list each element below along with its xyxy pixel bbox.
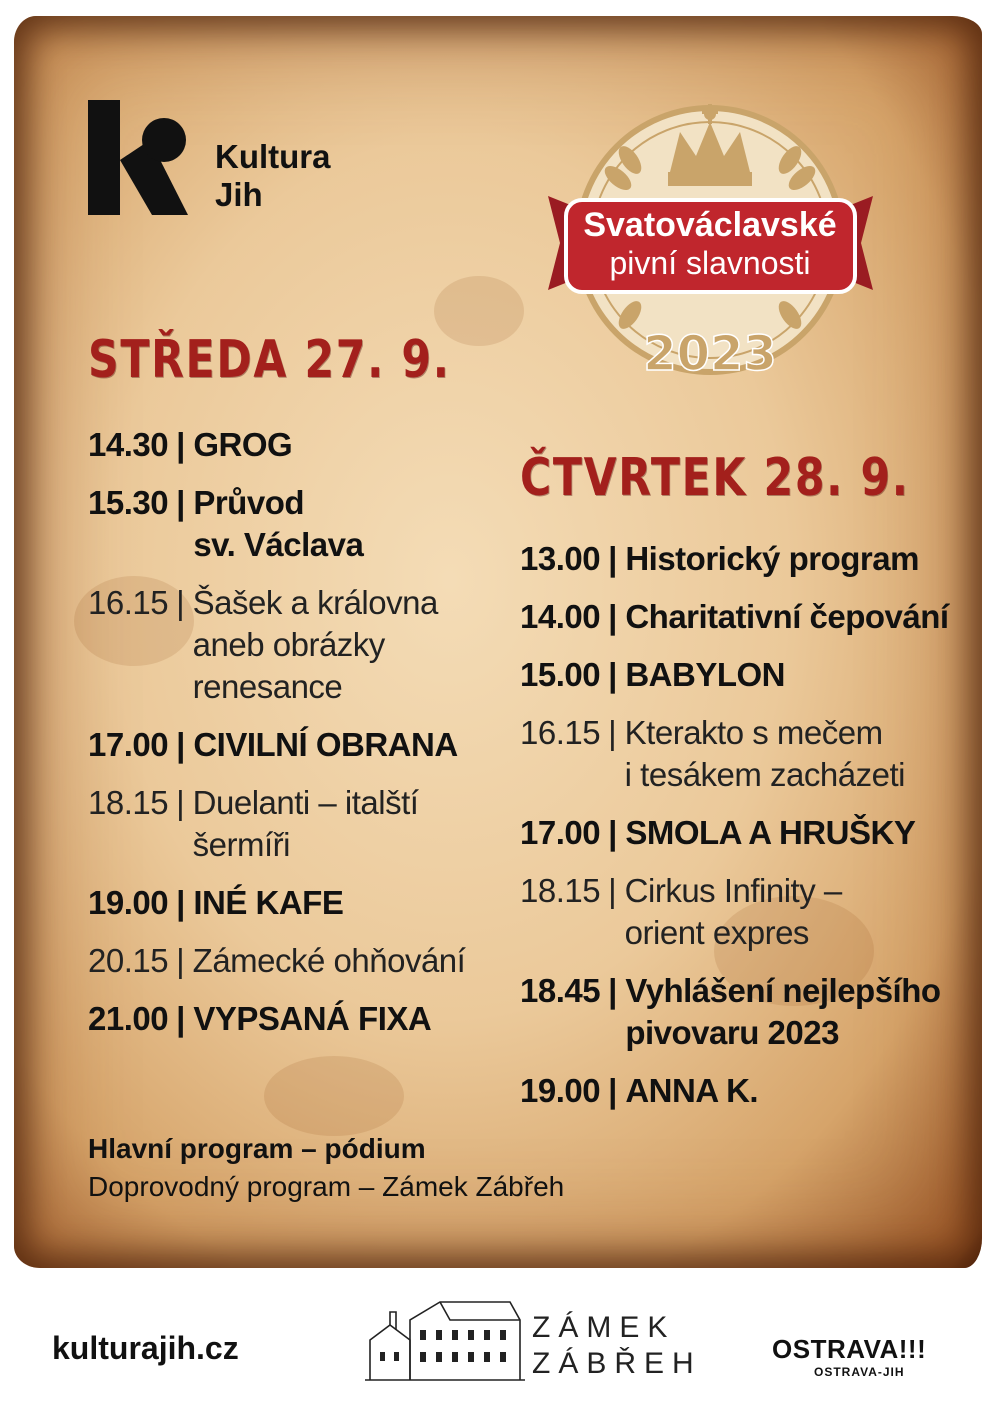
- program-name: [193, 424, 508, 466]
- program-name-line: Duelanti – italští: [192, 784, 419, 821]
- program-name-line: INÉ KAFE: [193, 884, 344, 921]
- program-separator: |: [608, 1072, 618, 1109]
- program-separator: |: [608, 972, 618, 1009]
- program-name-line: renesance: [192, 668, 343, 705]
- program-item: [520, 870, 980, 954]
- program-time: 15.00: [520, 656, 601, 693]
- brand-name: [215, 138, 331, 214]
- program-name-line: BABYLON: [625, 656, 785, 693]
- program-separator: |: [176, 484, 186, 521]
- program-time: 21.00: [88, 1000, 169, 1037]
- program-item: [88, 782, 508, 866]
- program-item: [88, 424, 508, 466]
- program-separator: |: [176, 426, 186, 463]
- program-name-line: VYPSANÁ FIXA: [193, 1000, 432, 1037]
- program-time: 14.00: [520, 598, 601, 635]
- ostrava-logo: [772, 1334, 926, 1379]
- website-link[interactable]: kulturajih.cz: [52, 1330, 239, 1366]
- program-name: [193, 998, 508, 1040]
- program-name-line: Zámecké ohňování: [192, 942, 466, 979]
- program-separator: |: [176, 942, 185, 979]
- program-separator: |: [176, 1000, 186, 1037]
- day1-title: STŘEDA 27. 9.: [88, 330, 451, 390]
- program-item: [520, 812, 980, 854]
- zamek-line2: ZÁBŘEH: [532, 1347, 702, 1380]
- program-item: [88, 482, 508, 566]
- program-name-line: Průvod: [193, 484, 305, 521]
- program-item: [88, 882, 508, 924]
- day1-program: [88, 424, 508, 1056]
- program-item: [520, 970, 980, 1054]
- program-item: [88, 998, 508, 1040]
- program-separator: |: [608, 540, 618, 577]
- program-separator: |: [608, 656, 618, 693]
- program-name: [625, 870, 980, 954]
- program-time: 15.30: [88, 484, 169, 521]
- program-name-line: CIVILNÍ OBRANA: [193, 726, 458, 763]
- program-item: [520, 538, 980, 580]
- program-time: 18.15: [520, 872, 601, 909]
- program-name: [193, 724, 508, 766]
- program-separator: |: [176, 784, 185, 821]
- program-name-line: orient expres: [624, 914, 809, 951]
- program-name: [625, 596, 980, 638]
- program-name-line: Kterakto s mečem: [624, 714, 883, 751]
- program-name-line: Šašek a královna: [192, 584, 438, 621]
- program-name-line: Vyhlášení nejlepšího: [625, 972, 941, 1009]
- program-item: [88, 582, 508, 708]
- program-name-line: šermíři: [192, 826, 290, 863]
- program-name-line: pivovaru 2023: [625, 1014, 839, 1051]
- program-name-line: sv. Václava: [193, 526, 364, 563]
- program-name-line: Charitativní čepování: [625, 598, 949, 635]
- program-name-line: Cirkus Infinity –: [624, 872, 842, 909]
- program-time: 19.00: [520, 1072, 601, 1109]
- program-separator: |: [176, 584, 185, 621]
- zamek-line1: ZÁMEK: [532, 1311, 676, 1344]
- program-time: 18.15: [88, 784, 169, 821]
- ostrava-title: OSTRAVA!!!: [772, 1334, 927, 1364]
- program-time: 17.00: [520, 814, 601, 851]
- zamek-zabreh-logo: [532, 1310, 702, 1382]
- program-name: [625, 654, 980, 696]
- legend-main: Hlavní program – pódium: [88, 1133, 426, 1164]
- day2-title: ČTVRTEK 28. 9.: [520, 448, 910, 508]
- program-separator: |: [608, 814, 618, 851]
- program-separator: |: [608, 714, 617, 751]
- program-name: [625, 538, 980, 580]
- program-name-line: GROG: [193, 426, 293, 463]
- program-name: [193, 940, 508, 982]
- program-item: [88, 724, 508, 766]
- program-name: [625, 970, 980, 1054]
- brand-line2: Jih: [215, 176, 263, 213]
- festival-line2: pivní slavnosti: [609, 245, 811, 281]
- kultura-jih-logo-icon: [88, 100, 198, 215]
- program-name-line: Historický program: [625, 540, 919, 577]
- legend-side: Doprovodný program – Zámek Zábřeh: [88, 1171, 565, 1202]
- program-name: [625, 812, 980, 854]
- program-item: [520, 654, 980, 696]
- ostrava-subtitle: OSTRAVA-JIH: [814, 1365, 905, 1379]
- program-time: 13.00: [520, 540, 601, 577]
- program-separator: |: [608, 872, 617, 909]
- brand-line1: Kultura: [215, 138, 331, 175]
- program-separator: |: [176, 726, 186, 763]
- program-time: 20.15: [88, 942, 169, 979]
- program-time: 14.30: [88, 426, 169, 463]
- legend: [88, 1130, 564, 1206]
- program-item: [520, 596, 980, 638]
- program-separator: |: [176, 884, 186, 921]
- program-time: 18.45: [520, 972, 601, 1009]
- program-item: [520, 712, 980, 796]
- program-name: [625, 712, 980, 796]
- program-name: [193, 782, 508, 866]
- festival-line1: Svatováclavské: [583, 206, 837, 244]
- festival-year: 2023: [643, 326, 777, 382]
- program-name: [193, 482, 508, 566]
- program-name: [193, 882, 508, 924]
- program-name-line: SMOLA A HRUŠKY: [625, 814, 916, 851]
- program-item: [520, 1070, 980, 1112]
- program-name: [625, 1070, 980, 1112]
- program-name-line: i tesákem zacházeti: [624, 756, 905, 793]
- day2-program: [520, 538, 980, 1128]
- program-item: [88, 940, 508, 982]
- program-time: 19.00: [88, 884, 169, 921]
- program-time: 16.15: [520, 714, 601, 751]
- program-name-line: ANNA K.: [625, 1072, 759, 1109]
- program-name: [193, 582, 508, 708]
- program-separator: |: [608, 598, 618, 635]
- program-time: 16.15: [88, 584, 169, 621]
- program-time: 17.00: [88, 726, 169, 763]
- program-name-line: aneb obrázky: [192, 626, 385, 663]
- festival-emblem: [538, 100, 883, 385]
